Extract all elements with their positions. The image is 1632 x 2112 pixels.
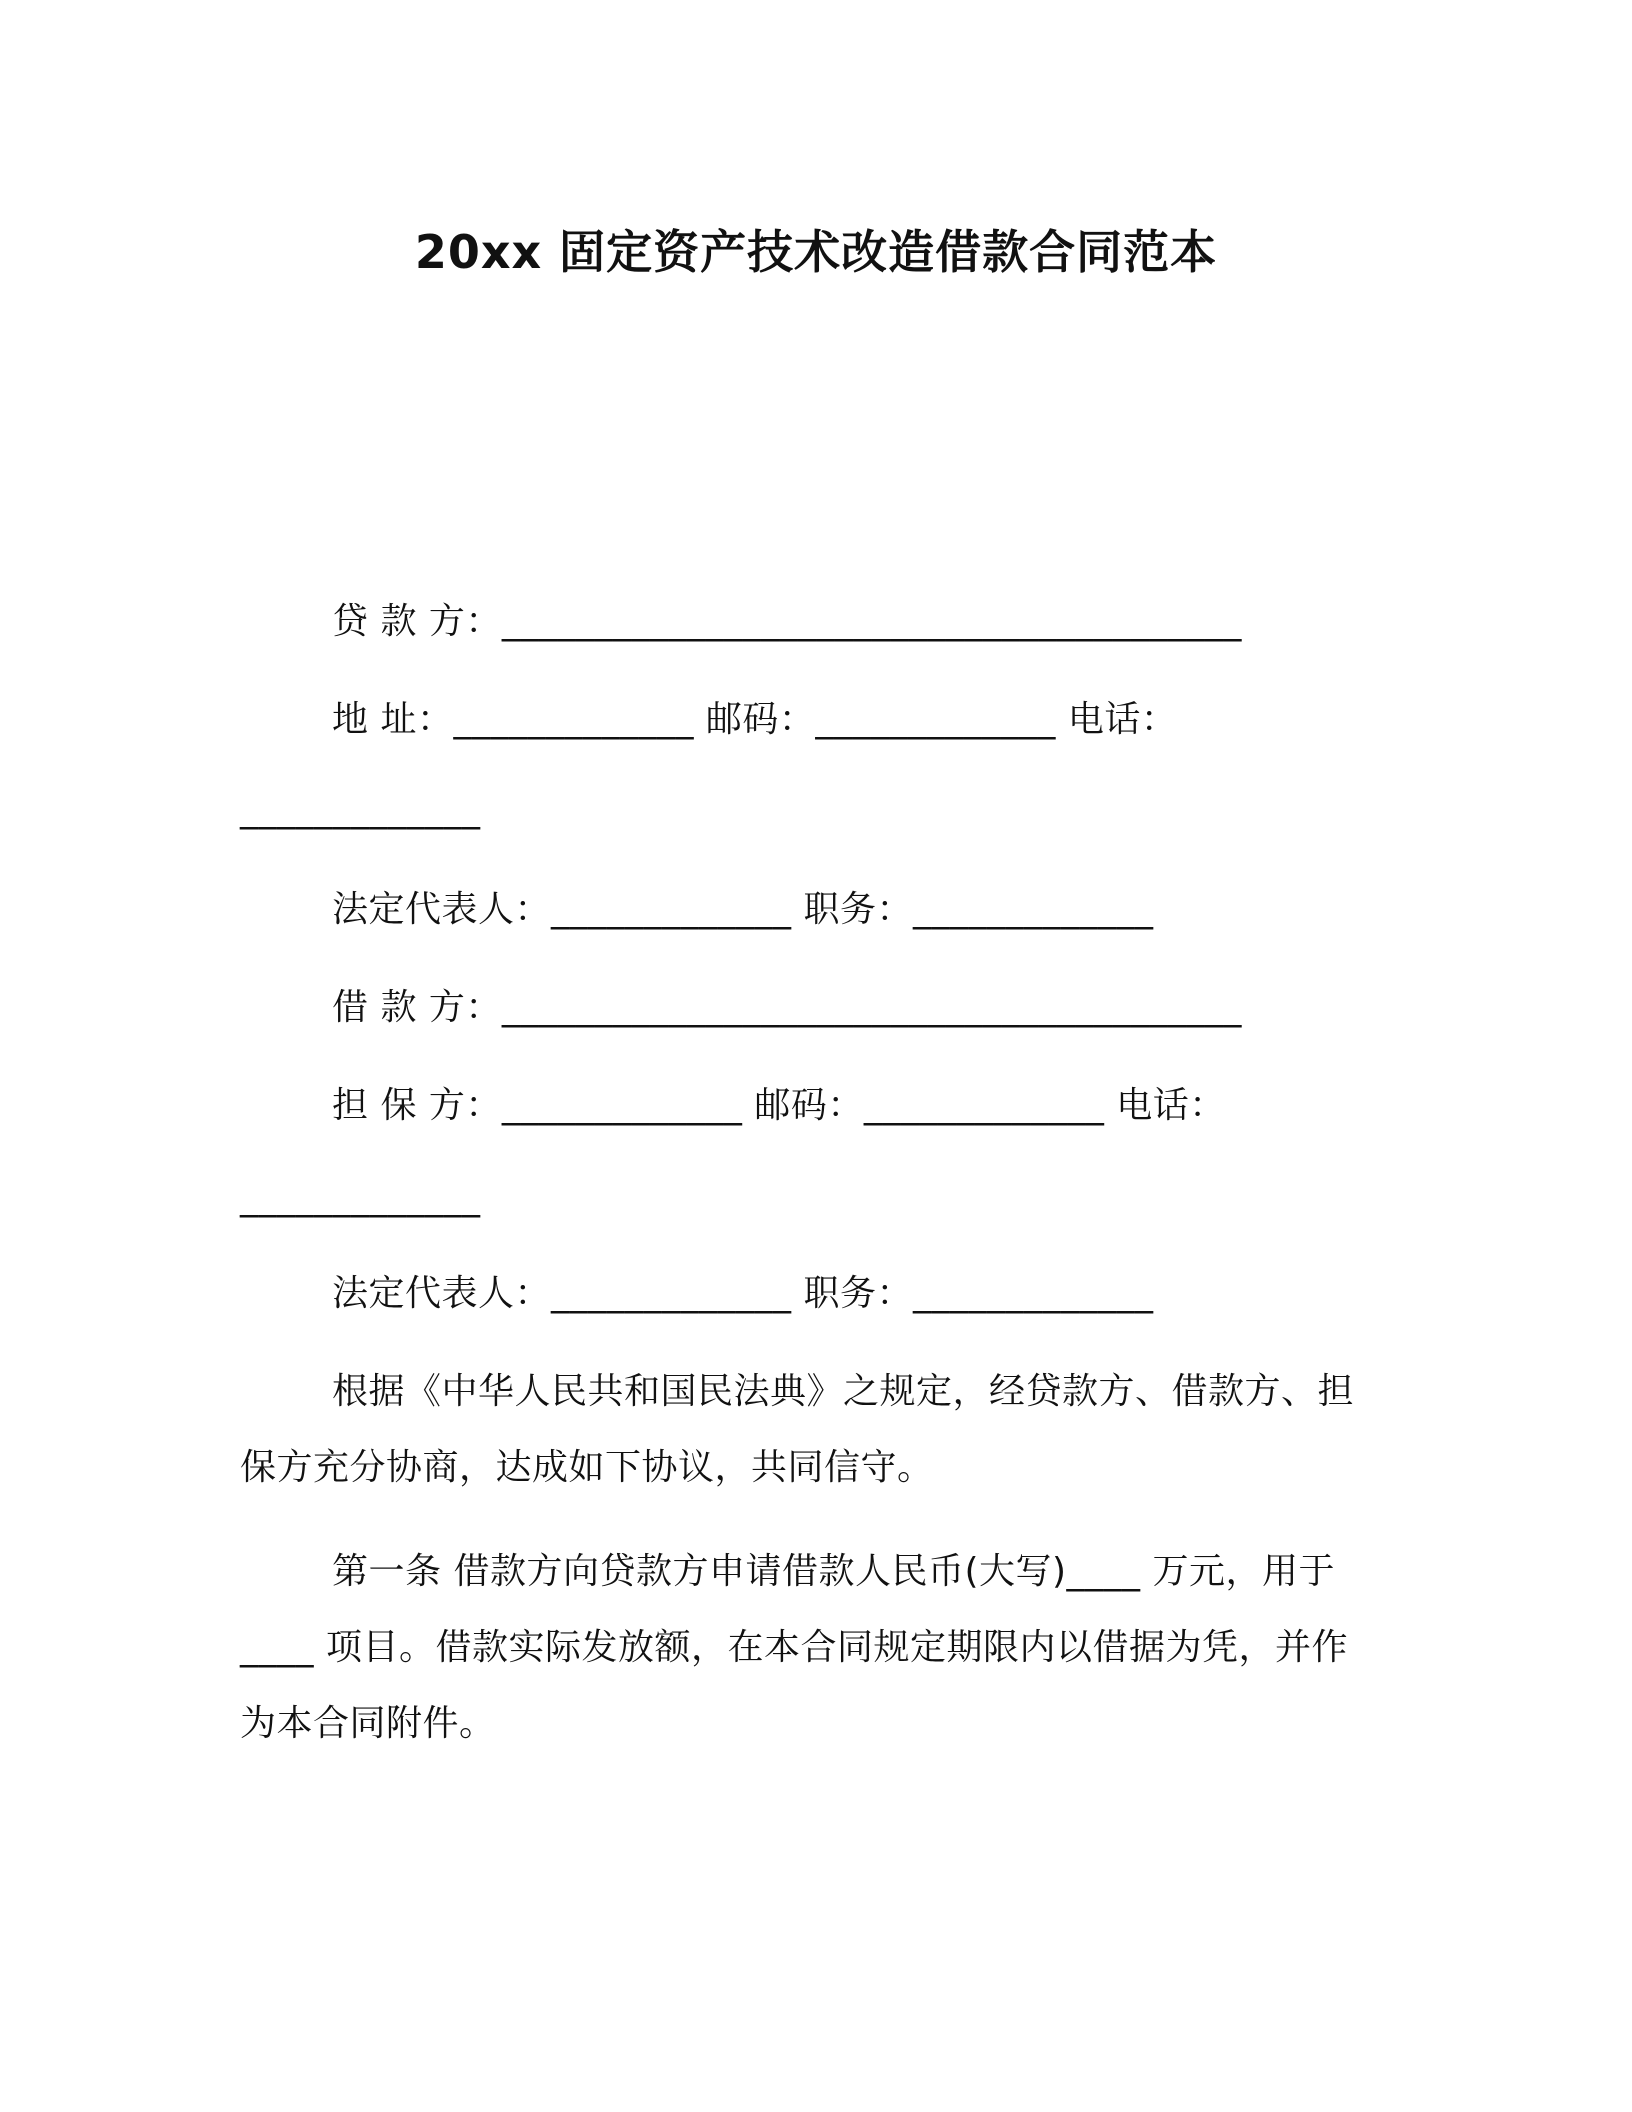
article1-line-3: 为本合同附件。 <box>240 1703 496 1744</box>
preamble-line-1: 根据《中华人民共和国民法典》之规定，经贷款方、借款方、担 <box>332 1371 1355 1412</box>
guarantor-phone-continuation: _____________ <box>240 1177 481 1218</box>
preamble-line-2: 保方充分协商，达成如下协议，共同信守。 <box>240 1447 934 1488</box>
lender-phone-continuation: _____________ <box>240 789 481 830</box>
document-title: 20xx 固定资产技术改造借款合同范本 <box>414 225 1218 279</box>
article1-line-2: ____ 项目。借款实际发放额，在本合同规定期限内以借据为凭，并作 <box>240 1627 1348 1668</box>
article1-line-1: 第一条 借款方向贷款方申请借款人民币(大写)____ 万元，用于 <box>332 1551 1335 1592</box>
guarantor-representative-line: 法定代表人：_____________ 职务：_____________ <box>332 1273 1154 1314</box>
lender-representative-line: 法定代表人：_____________ 职务：_____________ <box>332 889 1154 930</box>
borrower-line: 借 款 方：________________________________________ <box>332 987 1242 1028</box>
lender-line: 贷 款 方：________________________________________ <box>332 601 1242 642</box>
lender-address-line: 地 址：_____________ 邮码：_____________ 电话： <box>332 699 1178 740</box>
guarantor-line: 担 保 方：_____________ 邮码：_____________ 电话： <box>332 1085 1226 1126</box>
